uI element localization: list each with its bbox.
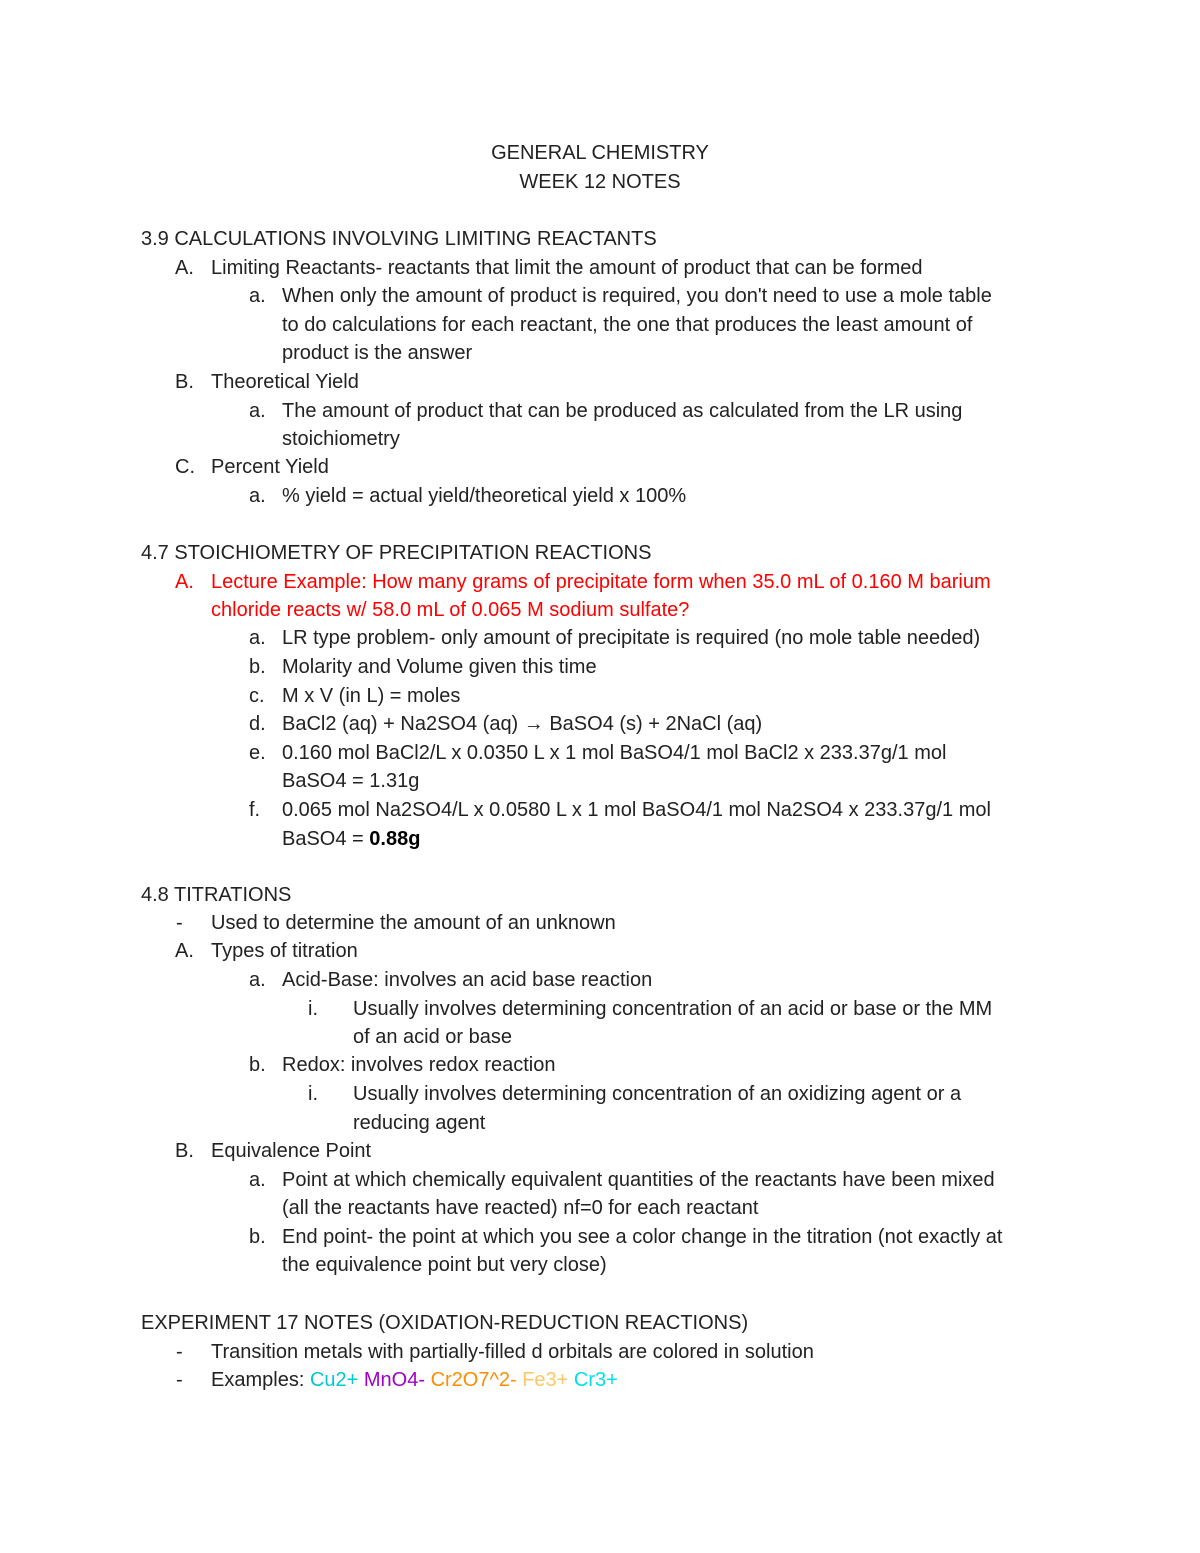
result-prefix: BaSO4 = [282,828,370,850]
list-text: The amount of product that can be produced as calculated from the LR using [282,400,963,422]
list-marker: A. [175,257,194,279]
ion-cr2o7: Cr2O7^2- [430,1369,517,1391]
list-text: of an acid or base [353,1026,512,1048]
list-text: Acid-Base: involves an acid base reaction [282,969,653,991]
list-text: Usually involves determining concentration of an acid or base or the MM [353,998,993,1020]
list-marker: - [176,1369,183,1391]
lecture-example-text: chloride reacts w/ 58.0 mL of 0.065 M sodium sulfate? [211,599,690,621]
list-marker: a. [249,485,266,507]
list-marker: - [176,912,183,934]
list-text: Percent Yield [211,456,329,478]
ion-cr3: Cr3+ [573,1369,618,1391]
list-marker: i. [308,998,318,1020]
chemical-equation: BaCl2 (aq) + Na2SO4 (aq) → BaSO4 (s) + 2NaCl (aq) [282,713,763,735]
document-title: GENERAL CHEMISTRY [491,142,709,164]
heading-text: EXPERIMENT 17 NOTES (OXIDATION-REDUCTION REACTIONS) [141,1312,749,1334]
list-marker: b. [249,656,266,678]
list-text: reducing agent [353,1112,486,1134]
list-marker: a. [249,1169,266,1191]
list-text: stoichiometry [282,428,400,450]
calculation-result: BaSO4 = 1.31g [282,770,420,792]
list-text: Equivalence Point [211,1140,372,1162]
list-text: the equivalence point but very close) [282,1254,607,1276]
list-text: to do calculations for each reactant, the one that produces the least amount of [282,314,973,336]
document-subtitle: WEEK 12 NOTES [519,171,681,193]
list-text: End point- the point at which you see a color change in the titration (not exactly at [282,1226,1003,1248]
list-text: Usually involves determining concentration of an oxidizing agent or a [353,1083,962,1105]
list-text: Molarity and Volume given this time [282,656,597,678]
examples-label: Examples: [211,1369,310,1391]
calculation-text: 0.160 mol BaCl2/L x 0.0350 L x 1 mol BaSO4/1 mol BaCl2 x 233.37g/1 mol [282,742,947,764]
ion-fe3: Fe3+ [522,1369,569,1391]
list-marker: a. [249,627,266,649]
list-marker: a. [249,400,266,422]
list-marker: B. [175,1140,194,1162]
list-text: Point at which chemically equivalent quantities of the reactants have been mixed [282,1169,995,1191]
list-marker: d. [249,713,266,735]
list-text: M x V (in L) = moles [282,685,461,707]
list-text: Limiting Reactants- reactants that limit the amount of product that can be formed [211,257,923,279]
list-text: product is the answer [282,342,473,364]
list-marker: A. [175,940,194,962]
heading-text: 3.9 CALCULATIONS INVOLVING LIMITING REACTANTS [141,228,657,250]
list-text: (all the reactants have reacted) nf=0 for each reactant [282,1197,759,1219]
list-text: Redox: involves redox reaction [282,1054,556,1076]
list-marker: A. [175,571,194,593]
list-text: LR type problem- only amount of precipitate is required (no mole table needed) [282,627,981,649]
calculation-text: 0.065 mol Na2SO4/L x 0.0580 L x 1 mol BaSO4/1 mol Na2SO4 x 233.37g/1 mol [282,799,991,821]
list-text: Transition metals with partially-filled d orbitals are colored in solution [211,1341,814,1363]
lecture-example-text: Lecture Example: How many grams of precipitate form when 35.0 mL of 0.160 M barium [211,571,991,593]
examples-line [211,1366,618,1395]
final-answer: 0.88g [369,828,421,850]
heading-text: 4.7 STOICHIOMETRY OF PRECIPITATION REACTIONS [141,542,652,564]
heading-text: 4.8 TITRATIONS [141,884,292,906]
list-marker: b. [249,1054,266,1076]
list-text: Used to determine the amount of an unknown [211,912,616,934]
list-marker: i. [308,1083,318,1105]
list-text: Types of titration [211,940,358,962]
list-marker: e. [249,742,266,764]
list-marker: a. [249,285,266,307]
list-marker: f. [249,799,261,821]
list-marker: C. [175,456,195,478]
list-marker: B. [175,371,194,393]
ion-mno4: MnO4- [363,1369,425,1391]
calculation-result [282,825,420,854]
list-marker: - [176,1341,183,1363]
list-marker: c. [249,685,265,707]
list-text: % yield = actual yield/theoretical yield x 100% [282,485,687,507]
list-marker: a. [249,969,266,991]
list-text: When only the amount of product is required, you don't need to use a mole table [282,285,992,307]
ion-cu2: Cu2+ [309,1369,359,1391]
list-marker: b. [249,1226,266,1248]
list-text: Theoretical Yield [211,371,359,393]
